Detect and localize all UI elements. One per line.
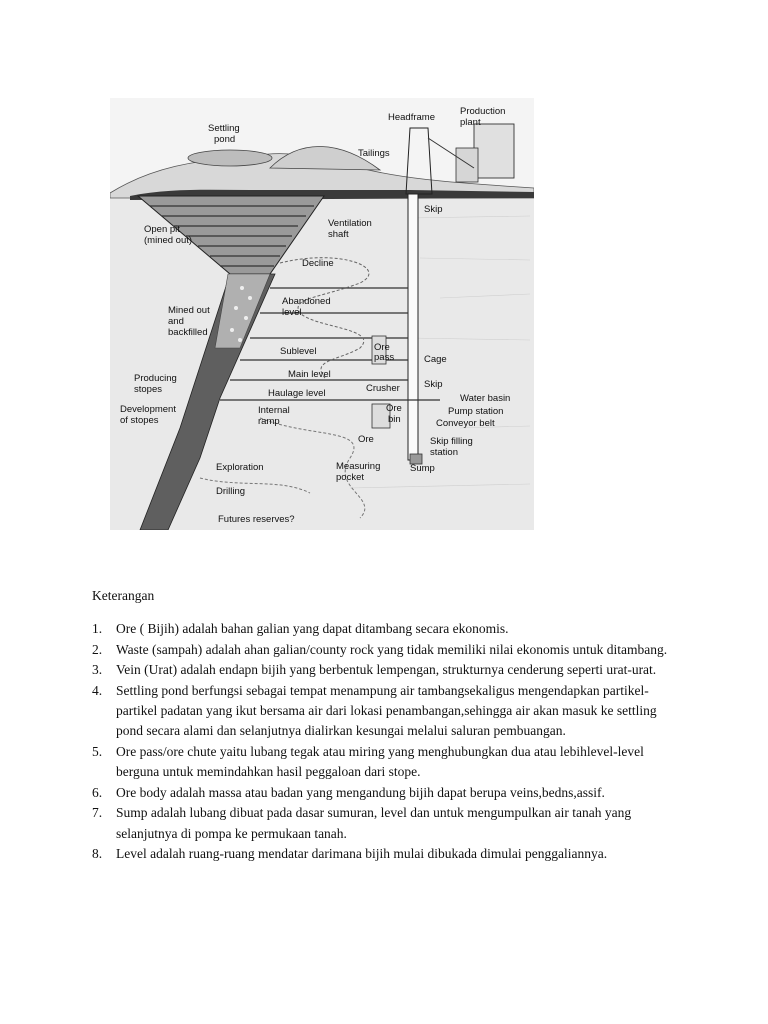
list-item-text: Ore body adalah massa atau badan yang mengandung bijih dapat berupa veins,bedns,assif. — [116, 784, 605, 800]
mine-diagram-figure — [110, 98, 534, 530]
label-exploration: Exploration — [216, 462, 264, 473]
svg-text:pass: pass — [374, 352, 395, 363]
label-sump: Sump — [410, 463, 435, 474]
list-item — [92, 681, 682, 742]
svg-text:(mined out): (mined out) — [144, 235, 193, 246]
settling-pond — [188, 150, 272, 166]
label-skip-top: Skip — [424, 204, 443, 215]
list-item-text: Settling pond berfungsi sebagai tempat menampung air tambangsekaligus mengendapkan partikel-partikel padatan yang ikut bersama air dari lokasi penambangan,sehingga air akan masuk ke settling pond secara alami dan selanjutnya dialirkan kesungai melalui saluran pembuangan. — [116, 682, 657, 739]
list-item-text: Vein (Urat) adalah endapn bijih yang berbentuk lempengan, strukturnya cenderung seperti urat-urat. — [116, 662, 657, 677]
list-item-number: 2. — [92, 641, 103, 657]
label-headframe: Headframe — [388, 112, 435, 123]
label-sublevel: Sublevel — [280, 346, 317, 357]
label-skip-filling-station: Skip filling — [430, 436, 473, 447]
label-tailings: Tailings — [358, 148, 390, 159]
list-item-number: 4. — [92, 682, 103, 698]
label-internal-ramp: Internal — [258, 405, 290, 416]
label-conveyor-belt: Conveyor belt — [436, 418, 495, 429]
list-item-number: 7. — [92, 805, 103, 821]
svg-text:of stopes: of stopes — [120, 415, 159, 426]
label-decline: Decline — [302, 258, 334, 269]
svg-text:plant: plant — [460, 117, 481, 128]
list-item — [92, 844, 682, 864]
svg-text:backfilled: backfilled — [168, 327, 208, 338]
label-ore-bin: Ore — [386, 403, 402, 414]
label-ore-pass: Ore — [374, 342, 390, 353]
list-item — [92, 640, 682, 660]
svg-text:bin: bin — [388, 414, 401, 425]
label-mined-out: Mined out — [168, 305, 210, 316]
label-drilling: Drilling — [216, 486, 246, 497]
list-item-text: Level adalah ruang-ruang mendatar darimana bijih mulai dibukada dimulai penggaliannya. — [116, 846, 608, 862]
label-settling-pond: Settling — [208, 123, 240, 134]
label-crusher: Crusher — [366, 383, 400, 394]
svg-text:pond: pond — [214, 134, 236, 145]
list-item — [92, 619, 682, 639]
label-development-stopes: Development — [120, 404, 176, 415]
label-pump-station: Pump station — [448, 406, 504, 417]
list-item-text: Sump adalah lubang dibuat pada dasar sumuran, level dan untuk mengumpulkan air tanah yang selanjutnya di pompa ke permukaan tanah. — [116, 805, 632, 841]
label-haulage-level: Haulage level — [268, 388, 326, 399]
list-item-number: 3. — [92, 662, 103, 677]
label-cage: Cage — [424, 354, 447, 365]
list-item — [92, 742, 682, 783]
production-plant — [474, 124, 514, 178]
list-item-number: 6. — [92, 784, 103, 800]
label-futures-reserves: Futures reserves? — [218, 514, 295, 525]
main-shaft — [408, 194, 418, 460]
list-item — [92, 803, 682, 844]
list-item-text: Ore pass/ore chute yaitu lubang tegak atau miring yang menghubungkan dua atau lebihlevel-level berguna untuk memindahkan hasil peggaloan dari stope. — [116, 743, 644, 780]
svg-text:level: level — [282, 307, 302, 318]
svg-text:and: and — [168, 316, 184, 327]
label-open-pit: Open pit — [144, 224, 180, 235]
svg-text:station: station — [430, 447, 458, 458]
list-item-number: 8. — [92, 846, 103, 862]
svg-text:ramp: ramp — [258, 416, 280, 427]
label-abandoned-level: Abandoned — [282, 296, 331, 307]
label-main-level: Main level — [288, 369, 331, 380]
svg-text:shaft: shaft — [328, 229, 349, 240]
list-item — [92, 660, 682, 680]
label-ventilation-shaft: Ventilation — [328, 218, 372, 229]
list-item — [92, 783, 682, 803]
svg-text:pocket: pocket — [336, 472, 364, 483]
label-ore: Ore — [358, 434, 374, 445]
label-skip-mid: Skip — [424, 379, 443, 390]
label-producing-stopes: Producing — [134, 373, 177, 384]
label-measuring-pocket: Measuring — [336, 461, 381, 472]
list-item-text: Waste (sampah) adalah ahan galian/county rock yang tidak memiliki nilai ekonomis untuk ditambang. — [116, 641, 668, 657]
label-water-basin: Water basin — [460, 393, 511, 404]
svg-text:stopes: stopes — [134, 384, 162, 395]
list-item-number: 5. — [92, 743, 103, 759]
list-item-number: 1. — [92, 621, 103, 636]
list-item-text: Ore ( Bijih) adalah bahan galian yang dapat ditambang secara ekonomis. — [116, 621, 509, 636]
section-heading: Keterangan — [92, 588, 155, 603]
mine-diagram-svg — [110, 98, 534, 530]
label-production-plant: Production — [460, 106, 506, 117]
definition-list — [92, 619, 682, 865]
